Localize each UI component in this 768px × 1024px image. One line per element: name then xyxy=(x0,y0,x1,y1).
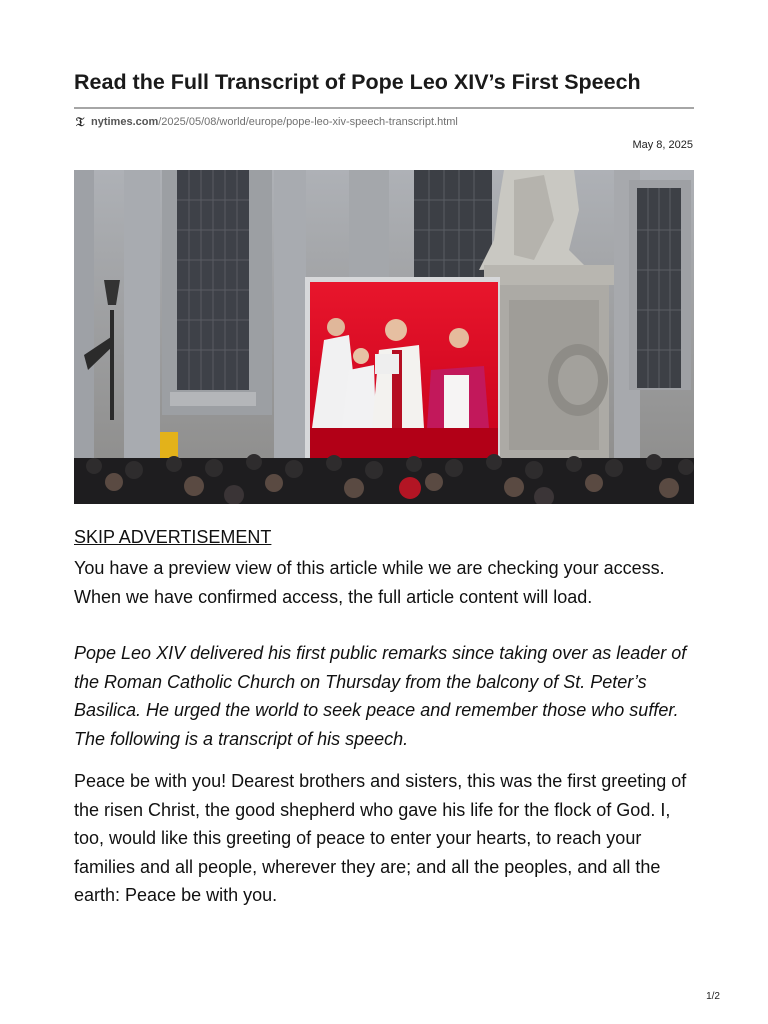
preview-notice: You have a preview view of this article while we are checking your access. When we have confirmed access, the full article content will load. xyxy=(74,558,665,607)
speech-paragraph: Peace be with you! Dearest brothers and sisters, this was the first greeting of the risen Christ, the good shepherd who gave his life for the flock of God. I, too, would like this greeting of peace to enter your hearts, to reach your families and all people, wherever they are; and all the peoples, and all the earth: Peace be with you. xyxy=(74,771,687,905)
article-lede: Pope Leo XIV delivered his first public remarks since taking over as leader of the Roman Catholic Church on Thursday from the balcony of St. Peter’s Basilica. He urged the world to seek peace and remember those who suffer. The following is a transcript of his speech. xyxy=(74,643,687,749)
skip-advertisement-link[interactable]: SKIP ADVERTISEMENT xyxy=(74,527,272,547)
source-line[interactable] xyxy=(74,114,458,130)
source-path[interactable]: /2025/05/08/world/europe/pope-leo-xiv-speech-transcript.html xyxy=(158,116,458,128)
nyt-logo-icon: 𝔗 xyxy=(75,114,85,130)
title-divider xyxy=(74,107,694,109)
hero-photo xyxy=(74,170,694,504)
page-number: 1/2 xyxy=(706,991,720,1002)
source-domain[interactable]: nytimes.com xyxy=(91,116,159,128)
publish-date: May 8, 2025 xyxy=(632,139,693,151)
article-title: Read the Full Transcript of Pope Leo XIV’s First Speech xyxy=(74,70,641,94)
